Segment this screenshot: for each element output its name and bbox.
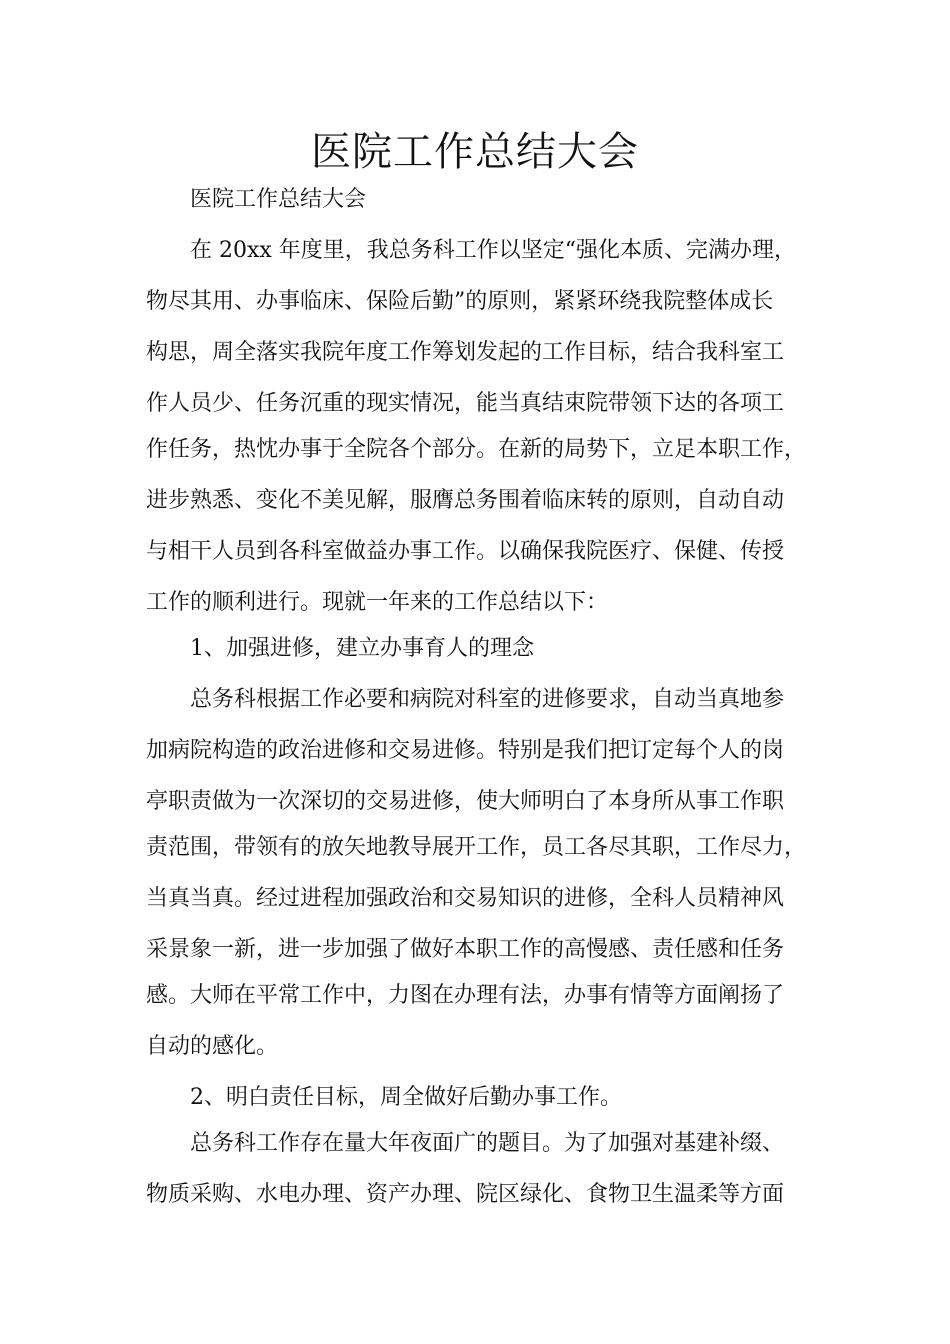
- paragraph-line: 感。大师在平常工作中，力图在办理有法，办事有情等方面阐扬了: [146, 983, 785, 1008]
- paragraph-line: 工作的顺利进行。现就一年来的工作总结以下：: [146, 590, 609, 615]
- paragraph-line: 与相干人员到各科室做益办事工作。以确保我院医疗、保健、传授: [146, 539, 785, 564]
- paragraph-line: 亭职责做为一次深切的交易进修，使大师明白了本身所从事工作职: [146, 789, 785, 814]
- paragraph-line: 构思，周全落实我院年度工作筹划发起的工作目标，结合我科室工: [146, 340, 785, 365]
- paragraph-line: 总务科工作存在量大年夜面广的题目。为了加强对基建补缀、: [190, 1131, 785, 1156]
- paragraph-line: 物质采购、水电办理、资产办理、院区绿化、食物卫生温柔等方面: [146, 1182, 785, 1207]
- section-heading: 1、加强进修，建立办事育人的理念: [190, 636, 534, 661]
- paragraph-line: 在 20xx 年度里，我总务科工作以坚定“强化本质、完满办理，: [190, 238, 797, 263]
- paragraph-line: 医院工作总结大会: [190, 187, 367, 212]
- paragraph-line: 总务科根据工作必要和病院对科室的进修要求，自动当真地参: [190, 687, 785, 712]
- section-heading: 2、明白责任目标，周全做好后勤办事工作。: [190, 1085, 622, 1110]
- paragraph-line: 进步熟悉、变化不美见解，服膺总务围着临床转的原则，自动自动: [146, 488, 785, 513]
- paragraph-line: 加病院构造的政治进修和交易进修。特别是我们把订定每个人的岗: [146, 738, 785, 763]
- paragraph-line: 采景象一新，进一步加强了做好本职工作的高慢感、责任感和任务: [146, 937, 785, 962]
- paragraph-line: 作任务，热忱办事于全院各个部分。在新的局势下，立足本职工作，: [146, 437, 807, 462]
- paragraph-line: 当真当真。经过进程加强政治和交易知识的进修，全科人员精神风: [146, 886, 785, 911]
- paragraph-line: 责范围，带领有的放矢地教导展开工作，员工各尽其职，工作尽力，: [146, 835, 807, 860]
- paragraph-line: 自动的感化。: [146, 1034, 279, 1059]
- document-title: 医院工作总结大会: [311, 129, 639, 175]
- paragraph-line: 作人员少、任务沉重的现实情况，能当真结束院带领下达的各项工: [146, 391, 785, 416]
- paragraph-line: 物尽其用、办事临床、保险后勤”的原则，紧紧环绕我院整体成长: [146, 289, 774, 314]
